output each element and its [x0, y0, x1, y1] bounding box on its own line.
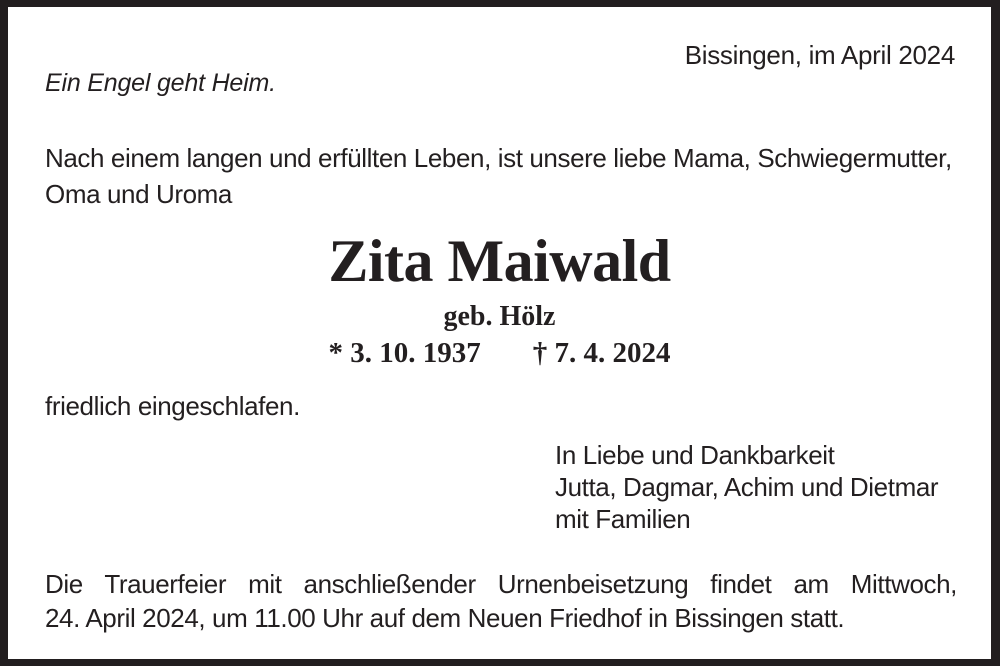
intro-line-2: Oma und Uroma — [45, 179, 232, 209]
maiden-name: geb. Hölz — [443, 301, 556, 332]
mourners-line-2: Jutta, Dagmar, Achim und Dietmar — [555, 472, 939, 502]
mourners-line-3: mit Familien — [555, 504, 691, 534]
motto-line: Ein Engel geht Heim. — [45, 69, 276, 97]
dateline: Bissingen, im April 2024 — [684, 40, 955, 70]
closing-line: friedlich eingeschlafen. — [45, 391, 300, 421]
funeral-line-1: Die Trauerfeier mit anschließender Urnenbeisetzung findet am Mittwoch, — [45, 569, 957, 599]
funeral-line-2: 24. April 2024, um 11.00 Uhr auf dem Neuen Friedhof in Bissingen statt. — [45, 603, 845, 633]
mourners-line-1: In Liebe und Dankbarkeit — [555, 440, 835, 470]
intro-line-1: Nach einem langen und erfüllten Leben, ist unsere liebe Mama, Schwiegermutter, — [45, 143, 952, 173]
death-date: † 7. 4. 2024 — [532, 337, 671, 369]
intro-paragraph — [45, 140, 955, 212]
birth-date: * 3. 10. 1937 — [328, 337, 481, 369]
mourners-block — [555, 439, 938, 535]
life-dates — [8, 337, 991, 370]
funeral-info-paragraph — [45, 567, 957, 635]
deceased-name: Zita Maiwald — [328, 228, 671, 294]
